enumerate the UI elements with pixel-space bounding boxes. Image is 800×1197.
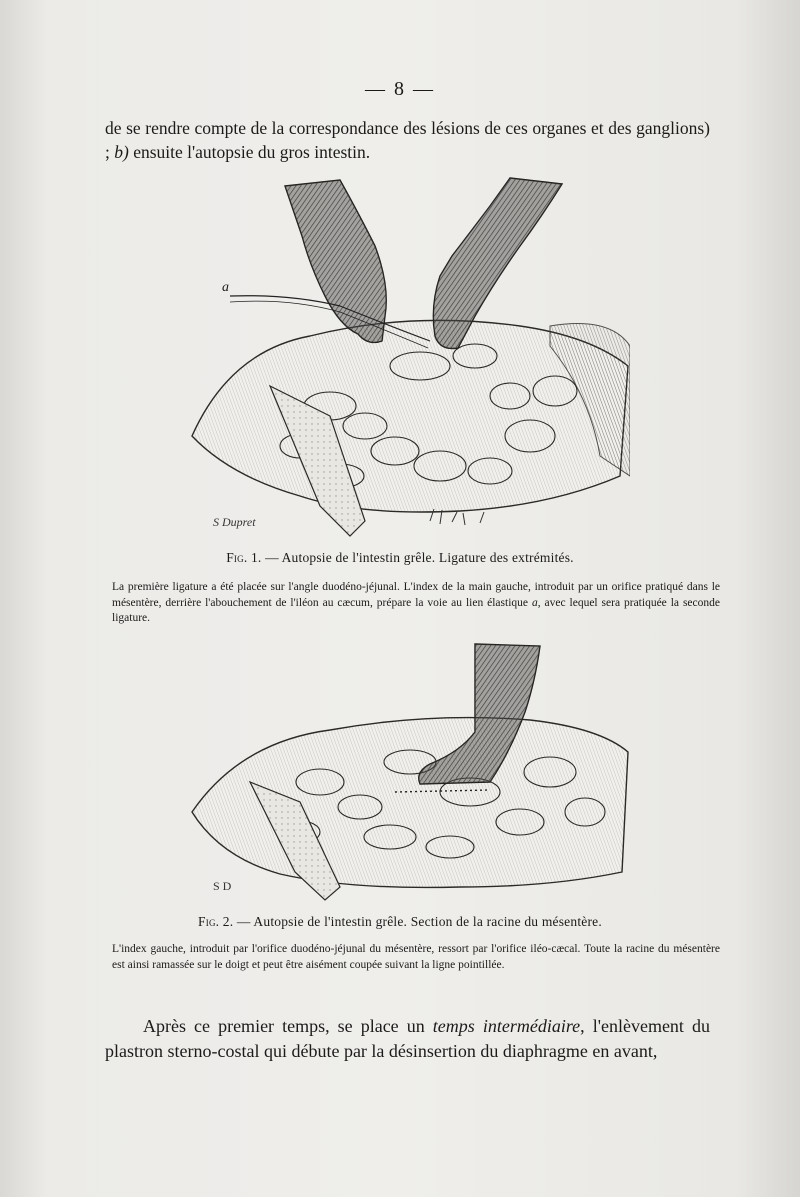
top-paragraph-end: ensuite l'autopsie du gros intestin. (128, 142, 371, 162)
figure-2-caption: L'index gauche, introduit par l'orifice duodéno-jéjunal du mésentère, ressort par l'orifice iléo-cæcal. Toute la racine du mésentère est ainsi ramassée sur le doigt et peut être aisément coupée suivant la ligne pointillée. (112, 943, 720, 971)
figure-1-caption-end: , avec lequel sera pratiquée la seconde ligature. (112, 596, 720, 624)
figure-1-number: Fig. 1. (226, 550, 262, 565)
figure-2-title-text: — Autopsie de l'intestin grêle. Section de la racine du mésentère. (233, 914, 602, 929)
figure-1-caption-text: La première ligature a été placée sur l'angle duodéno-jéjunal. L'index de la main gauche, introduit par un orifice pratiqué dans le mésentère, derrière l'abouchement de l'iléon au cæcum, prépare la voie au lien élastique (112, 581, 720, 609)
figure-1-label-a: a (222, 280, 229, 295)
page-number: — 8 — (365, 78, 435, 100)
figure-1-title-text: — Autopsie de l'intestin grêle. Ligature des extrémités. (261, 550, 574, 565)
bottom-paragraph-end: , l'enlèvement du plastron sterno-costal qui débute par la désinsertion du diaphragme en avant, (105, 1016, 710, 1061)
figure-2-title (0, 914, 800, 930)
figure-1-illustration (190, 176, 630, 544)
figure-1-title (0, 550, 800, 566)
figure-1-signature: S Dupret (213, 515, 256, 529)
top-paragraph-italic: b) (114, 142, 129, 162)
top-paragraph-text: de se rendre compte de la correspondance des lésions de ces organes et des ganglions) ; (105, 118, 710, 162)
top-paragraph (105, 116, 710, 164)
figure-2-number: Fig. 2. (198, 914, 234, 929)
figure-2-illustration (190, 642, 630, 904)
figure-1-caption (112, 580, 720, 627)
figure-2-signature: S D (213, 879, 232, 893)
bottom-paragraph-italic: temps intermédiaire (432, 1016, 581, 1036)
bottom-paragraph (105, 1014, 710, 1064)
bottom-paragraph-text: Après ce premier temps, se place un (143, 1016, 433, 1036)
figure-1-caption-a: a (531, 596, 538, 609)
